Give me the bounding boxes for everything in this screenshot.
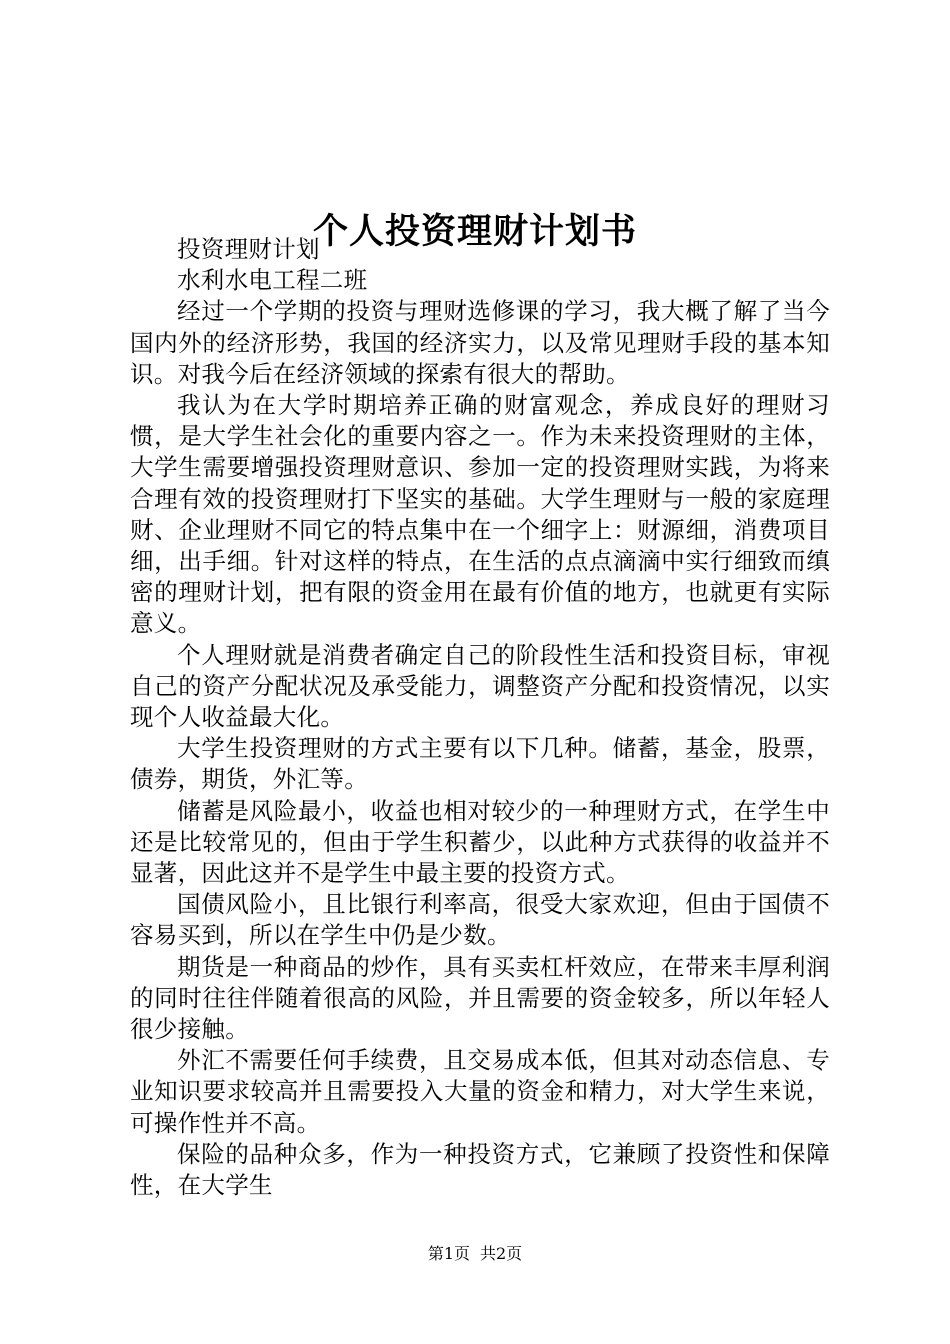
paragraph: 我认为在大学时期培养正确的财富观念，养成良好的理财习惯，是大学生社会化的重要内容之一。作为未来投资理财的主体，大学生需要增强投资理财意识、参加一定的投资理财实践，为将来合理有效的投资理财打下坚实的基础。大学生理财与一般的家庭理财、企业理财不同它的特点集中在一个细字上：财源细，消费项目细，出手细。针对这样的特点，在生活的点点滴滴中实行细致而缜密的理财计划，把有限的资金用在最有价值的地方，也就更有实际意义。: [130, 391, 830, 638]
paragraph: 储蓄是风险最小，收益也相对较少的一种理财方式，在学生中还是比较常见的，但由于学生积蓄少，以此种方式获得的收益并不显著，因此这并不是学生中最主要的投资方式。: [130, 796, 830, 888]
paragraph-class-name: 水利水电工程二班: [177, 266, 368, 295]
paragraph: 个人理财就是消费者确定自己的阶段性生活和投资目标，审视自己的资产分配状况及承受能力，调整资产分配和投资情况，以实现个人收益最大化。: [130, 640, 830, 732]
paragraph: 国债风险小，且比银行利率高，很受大家欢迎，但由于国债不容易买到，所以在学生中仍是少数。: [130, 890, 830, 950]
page-number: 第1页: [427, 1244, 470, 1263]
paragraph: 大学生投资理财的方式主要有以下几种。储蓄，基金，股票，债券，期货，外汇等。: [130, 734, 830, 794]
paragraph: 经过一个学期的投资与理财选修课的学习，我大概了解了当今国内外的经济形势，我国的经济实力，以及常见理财手段的基本知识。对我今后在经济领域的探索有很大的帮助。: [130, 297, 830, 388]
page-total: 共2页: [480, 1244, 523, 1263]
document-title: 个人投资理财计划书: [312, 211, 637, 253]
page-footer: [0, 1244, 950, 1264]
paragraph: 外汇不需要任何手续费，且交易成本低，但其对动态信息、专业知识要求较高并且需要投入大量的资金和精力，对大学生来说，可操作性并不高。: [130, 1046, 830, 1137]
document-body: [130, 234, 830, 1201]
paragraph: 期货是一种商品的炒作，具有买卖杠杆效应，在带来丰厚利润的同时往往伴随着很高的风险，并且需要的资金较多，所以年轻人很少接触。: [130, 952, 830, 1044]
paragraph-subtitle: 投资理财计划: [177, 235, 320, 263]
paragraph: 保险的品种众多，作为一种投资方式，它兼顾了投资性和保障性，在大学生: [130, 1139, 830, 1200]
